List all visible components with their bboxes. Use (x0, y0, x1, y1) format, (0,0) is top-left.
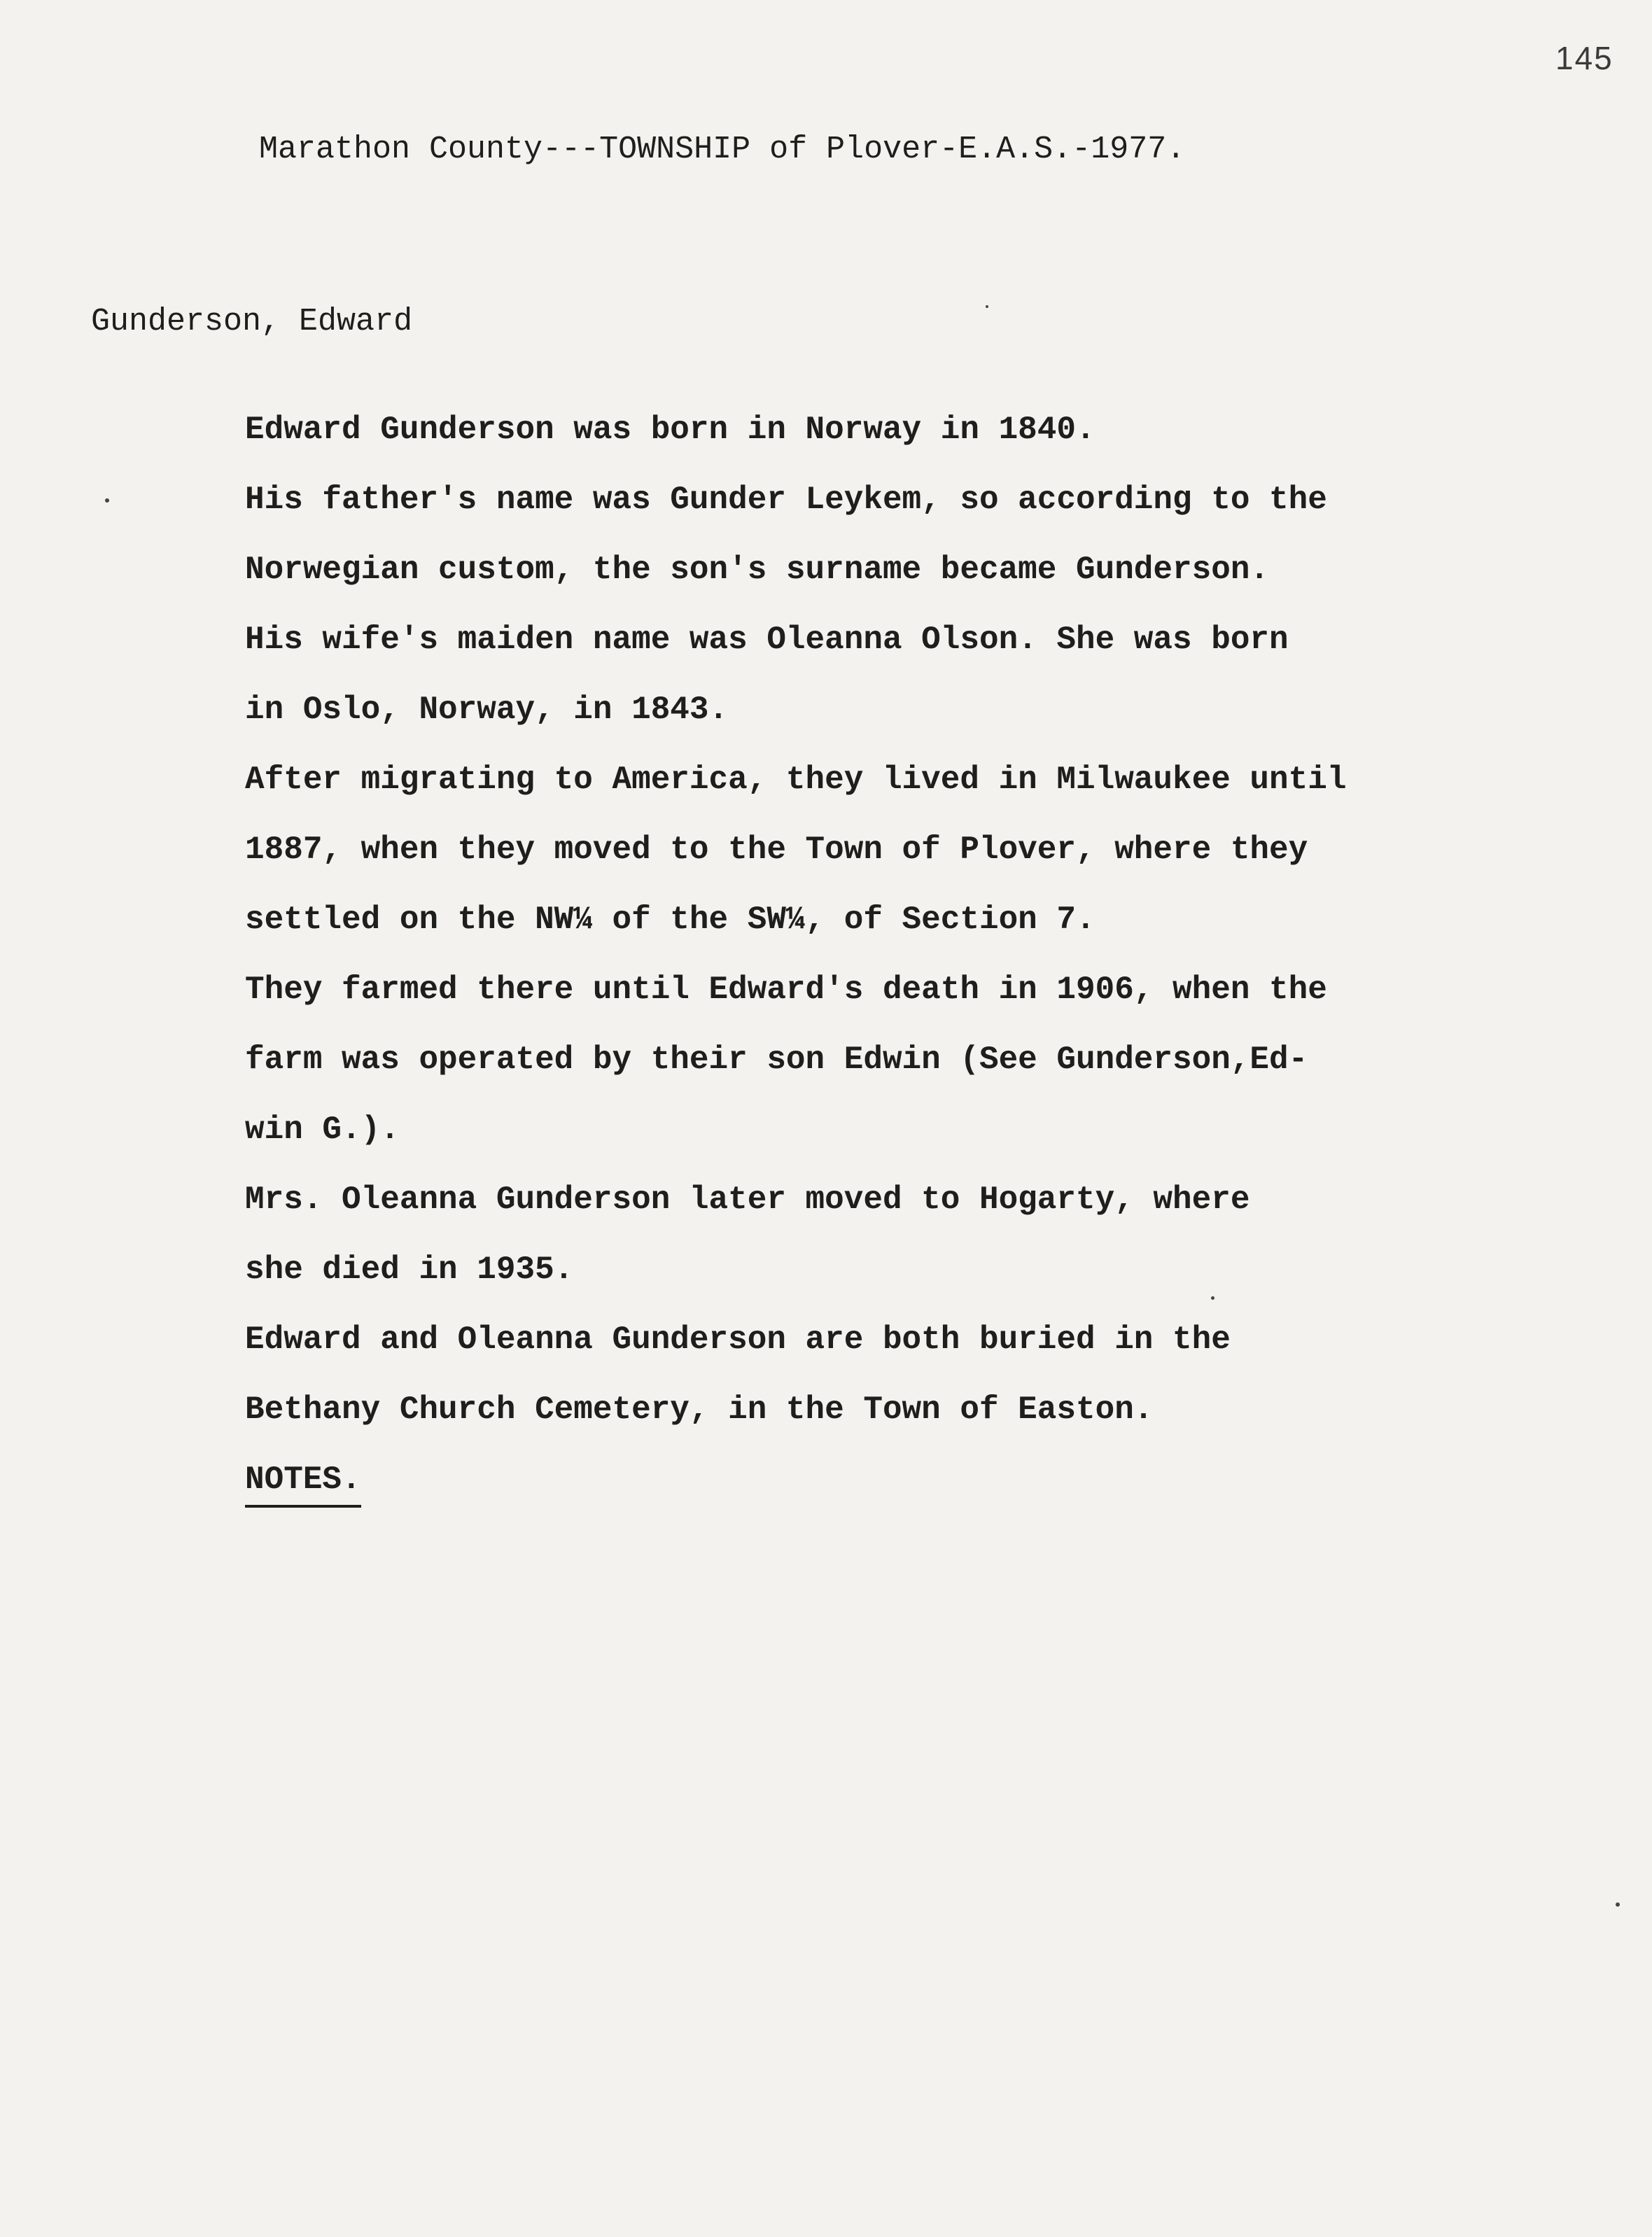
text-line: They farmed there until Edward's death in 1906, when the (245, 972, 1327, 1008)
text-line: His wife's maiden name was Oleanna Olson. She was born (245, 622, 1289, 658)
text-line: farm was operated by their son Edwin (See Gunderson,Ed- (245, 1042, 1308, 1078)
notes-heading: NOTES. (245, 1457, 361, 1508)
text-line: she died in 1935. (245, 1251, 574, 1288)
paper-speck (105, 498, 109, 503)
paper-speck (986, 305, 988, 308)
paper-speck (1616, 1902, 1620, 1907)
text-line: Mrs. Oleanna Gunderson later moved to Hogarty, where (245, 1181, 1250, 1218)
text-line: His father's name was Gunder Leykem, so according to the (245, 482, 1327, 518)
text-line: Bethany Church Cemetery, in the Town of Easton. (245, 1391, 1154, 1428)
text-line: settled on the NW¼ of the SW¼, of Section 7. (245, 902, 1096, 938)
text-line: Edward Gunderson was born in Norway in 1840. (245, 412, 1096, 448)
text-line: win G.). (245, 1112, 400, 1148)
document-header: Marathon County---TOWNSHIP of Plover-E.A.S.-1977. (259, 132, 1186, 167)
body-text (245, 407, 1346, 1527)
text-line: in Oslo, Norway, in 1843. (245, 692, 729, 728)
text-line: 1887, when they moved to the Town of Plover, where they (245, 832, 1308, 868)
paper-speck (1211, 1296, 1214, 1300)
page-number: 145 (1555, 40, 1614, 76)
text-line: Edward and Oleanna Gunderson are both buried in the (245, 1321, 1231, 1358)
text-line: Norwegian custom, the son's surname became Gunderson. (245, 552, 1270, 588)
text-line: After migrating to America, they lived in Milwaukee until (245, 762, 1347, 798)
subject-name: Gunderson, Edward (91, 304, 413, 339)
notes-line (245, 1457, 1346, 1527)
